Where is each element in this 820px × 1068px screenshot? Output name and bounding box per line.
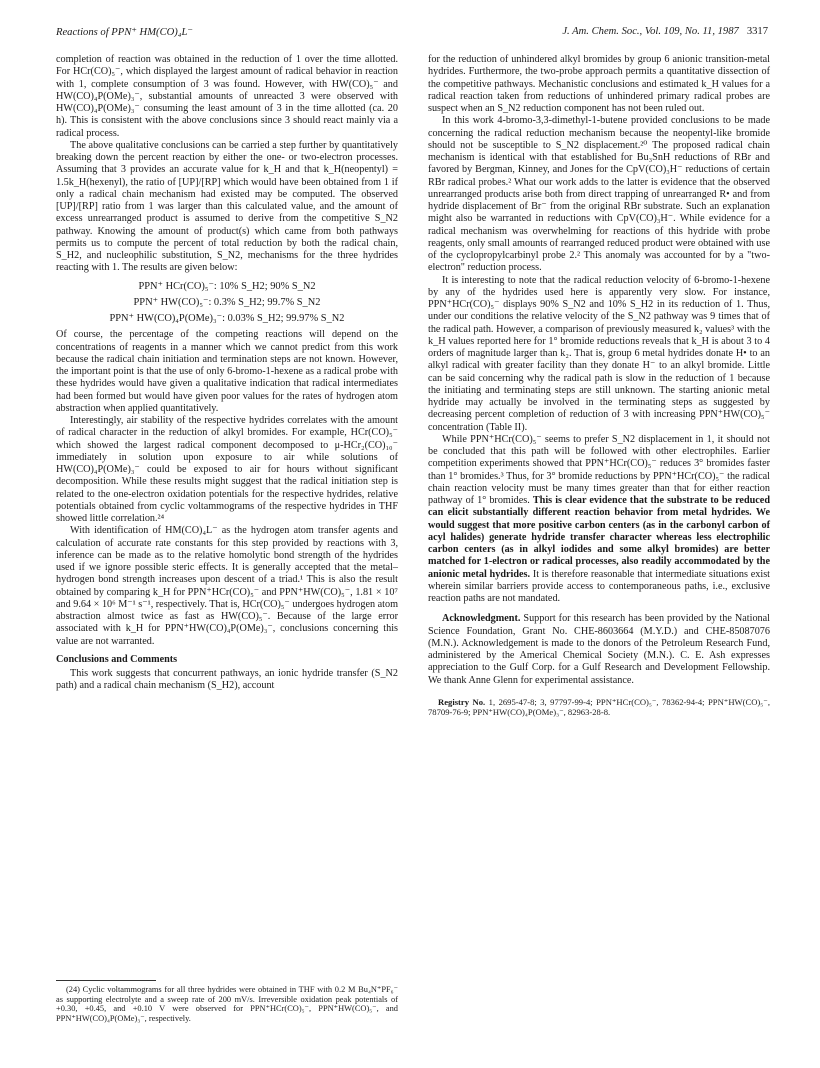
paragraph: Interestingly, air stability of the respective hydrides correlates with the amount of radical character in the reduction of alkyl bromides. For example, HCr(CO)₅⁻ which showed the largest radical component decomposed to μ-HCr₂(CO)₁₀⁻ immediately in solution upon exposure to air while solutions of HW(CO)₄P(OMe)₃⁻ could be exposed to air for hours without significant decomposition. While these results might suggest that the radical initiation step is related to the one-electron oxidation potentials for the respective hydrides, relative potentials obtained from cyclic voltammograms of the respective hydrides in THF showed little correlation.²⁴ <box>56 415 398 524</box>
paragraph: It is interesting to note that the radical reduction velocity of 6-bromo-1-hexene by any of the hydrides used here is apparently very slow. For instance, PPN⁺HCr(CO)₅⁻ displays 90% S_N2 and 10% S_H2 in its reduction of 1. Thus, under our conditions the relative velocity of the S_N2 pathway was 9 times that of the radical path. However, a comparison of previously measured k₂ values³ with the k_H values reported here for 1° bromide reductions reveals that k_H is about 3 to 4 orders of magnitude larger than k₂. That is, group 6 metal hydrides donate H• to an alkyl radical with greater facility than they donate H⁻ to an alkyl bromide. Little can be said concerning why the radical path is slow in the reduction of 1 because the initiating and terminating steps are still unknown. The starting anionic metal hydride may actually be involved in the terminating steps as suggested by decreasing percent completion of reduction of 3 with increasing PPN⁺HW(CO)₅⁻ concentration (Table II). <box>428 274 770 433</box>
paragraph: In this work 4-bromo-3,3-dimethyl-1-butene provided conclusions to be made concerning the radical reduction mechanism because the neopentyl-like bromide should not be susceptible to S_N2 displacement.²⁰ The proposed radical chain mechanism is identical with that established for Bu₃SnH reductions of RBr and favored by Bergman, Kinney, and Jones for the CpV(CO)₃H⁻ reductions of certain RBr radical probes.² What our work adds to the latter is evidence that the observed unrearranged products arise both from direct trapping of unrearranged R• and from hydride displacement of Br⁻ from the original RBr substrate. Such an explanation might also be warranted in reductions with CpV(CO)₃H⁻. While evidence for a radical mechanism was overwhelming for reactions of this hydride with probe reagents, only small amounts of rearranged reduced product were obtained with use of the cyclopropylcarbinyl probe 2.² This anomaly was accounted for by a "two-electron" reduction process. <box>428 115 770 274</box>
paragraph-text: It is therefore reasonable that intermediate situations exist wherein similar barriers provide access to contemporaneous paths, i.e., exclusive reaction paths are not mandated. <box>428 568 770 604</box>
page-number: 3317 <box>746 26 768 37</box>
registry-text: 1, 2695-47-8; 3, 97797-99-4; PPN⁺HCr(CO)₅⁻, 78362-94-4; PPN⁺HW(CO)₅⁻, 78709-76-9; PPN⁺HW(CO)₄P(OMe)₃⁻, 82963-28-8. <box>428 696 770 717</box>
registry-label: Registry No. <box>438 696 486 707</box>
paragraph: completion of reaction was obtained in the reduction of 1 over the time allotted. For HCr(CO)₅⁻, which displayed the largest amount of radical behavior in reaction with 1, complete consumption of 3 was found. However, with HW(CO)₅⁻ and HW(CO)₄P(OMe)₃⁻, substantial amounts of unreacted 3 were observed with HW(CO)₄P(OMe)₃⁻ consuming the least amount of 3 in the time allotted (ca. 20 h). This is consistent with the above conclusions since 3 should react mainly via a radical process. <box>56 54 398 139</box>
journal-name: J. Am. Chem. Soc., Vol. 109, No. 11, 1987 <box>562 26 739 37</box>
paragraph <box>428 434 770 606</box>
paragraph-text: While PPN⁺HCr(CO)₅⁻ seems to prefer S_N2 displacement in 1, it should not be concluded that this path will be followed with other electrophiles. Earlier competition experiments showed that PPN⁺HCr(CO)₅⁻ reduces 3° bromides faster than 1° bromides.³ Thus, for 3° bromide reductions by PPN⁺HCr(CO)₅⁻ the radical chain reaction velocity must be many times greater than that for either reaction pathway of 1° bromides. <box>428 433 770 506</box>
paragraph: With identification of HM(CO)₄L⁻ as the hydrogen atom transfer agents and calculation of accurate rate constants for this step provided by reactions with 3, inference can be made as to the relative homolytic bond strength of the hydrides used if we ignore possible steric effects. It is generally accepted that the metal–hydrogen bond strength increases upon descent of a triad.¹ This is also the result obtained by comparing k_H for PPN⁺HCr(CO)₅⁻ and PPN⁺HW(CO)₅⁻, 1.81 × 10⁷ and 9.64 × 10⁶ M⁻¹ s⁻¹, respectively. That is, HCr(CO)₅⁻ undergoes hydrogen atom abstraction almost twice as fast as HW(CO)₅⁻. Because of the large error associated with k_H for PPN⁺HW(CO)₄P(OMe)₃⁻, conclusions concerning this value are not warranted. <box>56 525 398 647</box>
paragraph: Of course, the percentage of the competing reactions will depend on the concentrations of reagents in a manner which we cannot predict from this work because the radical chain initiation and termination steps are not known. However, the important point is that the use of only 6-bromo-1-hexene as a radical probe with these hydrides would have given a qualitative indication that radical intermediates had been formed but would have given poor values for the rates of hydrogen atom abstraction when applied quantitatively. <box>56 329 398 414</box>
footnote-divider <box>56 980 156 981</box>
paragraph: for the reduction of unhindered alkyl bromides by group 6 anionic transition-metal hydrides. Furthermore, the two-probe approach permits a quantitative dissection of the competitive pathways. Mechanistic conclusions and estimated k_H values for a radical reaction taken from reductions of unhindered primary radical probes are suspect when an S_N2 reduction component has not been ruled out. <box>428 54 770 114</box>
acknowledgment <box>428 613 770 687</box>
result-equation: PPN⁺ HCr(CO)₅⁻: 10% S_H2; 90% S_N2 <box>138 280 316 292</box>
journal-citation <box>562 26 768 37</box>
page-header <box>56 26 768 42</box>
right-column <box>428 54 770 717</box>
registry-numbers <box>428 697 770 717</box>
footnote: (24) Cyclic voltammograms for all three hydrides were obtained in THF with 0.2 M Bu₄N⁺PF₆⁻ as supporting electrolyte and a sweep rate of 200 mV/s. Irreversible oxidation peak potentials of +0.30, +0.45, and +0.10 V were observed for PPN⁺HCr(CO)₅⁻, PPN⁺HW(CO)₅⁻, and PPN⁺HW(CO)₄P(OMe)₃⁻, respectively. <box>56 985 398 1023</box>
running-title: Reactions of PPN⁺ HM(CO)₄L⁻ <box>56 27 193 38</box>
left-column <box>56 54 398 693</box>
acknowledgment-heading: Acknowledgment. <box>442 613 521 625</box>
section-heading: Conclusions and Comments <box>56 653 178 665</box>
paragraph: This work suggests that concurrent pathways, an ionic hydride transfer (S_N2 path) and a radical chain mechanism (S_H2), account <box>56 668 398 692</box>
paragraph: The above qualitative conclusions can be carried a step further by quantitatively breaking down the percent reaction by either the one- or two-electron processes. Assuming that 3 provides an accurate value for k_H and that k_H(neopentyl) = 1.5k_H(hexenyl), the ratio of [UP]/[RP] which would have been obtained from 1 if only a radical chain mechanism had existed may be computed. The observed [UP]/[RP] ratio from 1 was larger than this calculated value, and the amount of excess unrearranged product is assumed to derive from the competitive S_N2 pathway. Knowing the amount of product(s) which came from both pathways permits us to compute the percent of total reduction by both the radical chain, S_H2, and nucleophilic substitution, S_N2, mechanisms for the three hydrides reacting with 1. The results are given below: <box>56 139 398 274</box>
result-equation: PPN⁺ HW(CO)₄P(OMe)₃⁻: 0.03% S_H2; 99.97% S_N2 <box>109 313 345 324</box>
emphasized-text: This is clear evidence that the substrate to be reduced can elicit substantially different reaction behavior from metal hydrides. We would suggest that more positive carbon centers (as in the carbonyl carbon of acyl halides) generate hydride transfer character whereas less electrophilic carbon centers (as in alkyl iodides and some alkyl bromides) are better matched for 1-electron or radical processes, also readily accommodated by the anionic metal hydrides. <box>428 495 770 580</box>
result-equation: PPN⁺ HW(CO)₅⁻: 0.3% S_H2; 99.7% S_N2 <box>133 296 321 308</box>
acknowledgment-text: Support for this research has been provided by the National Science Foundation, Grant No. CHE-8603664 (M.Y.D.) and CHE-85087076 (M.N.). Acknowledgement is made to the donors of the Petroleum Research Fund, administered by the Americal Chemical Society (M.N.). C. E. Ash expresses appreciation to the Gulf Corp. for a Gulf Research and Development Fellowship. We thank Anne Glenn for experimental assistance. <box>428 613 771 686</box>
